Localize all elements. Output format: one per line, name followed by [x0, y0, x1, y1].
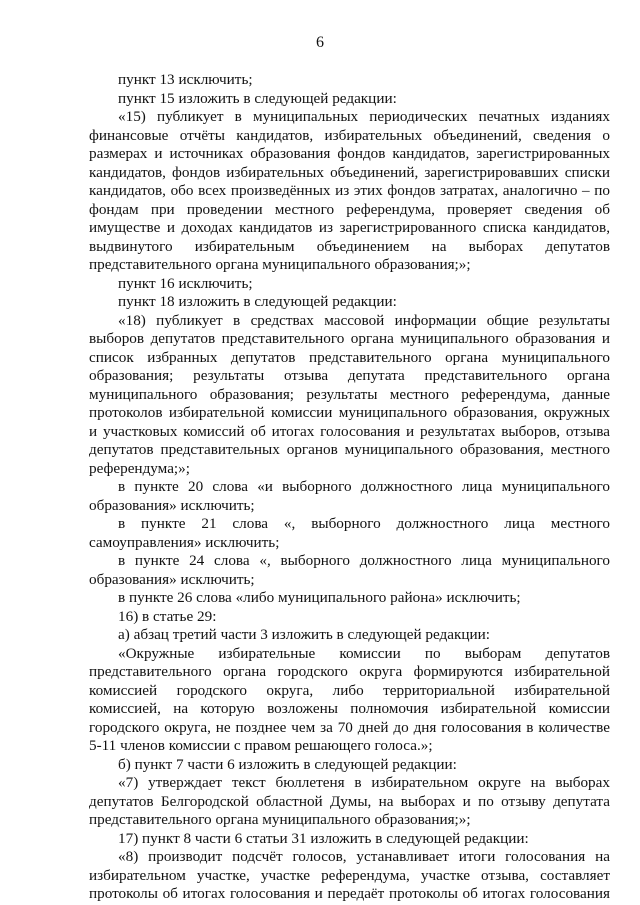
text-line: 17) пункт 8 части 6 статьи 31 изложить в следующей редакции: — [118, 829, 529, 847]
text-line: «Окружные избирательные комиссии по выборам депутатов — [118, 644, 610, 662]
text-line: депутатов Белгородской областной Думы, на выборах и по отзыву депутата — [89, 792, 610, 810]
text-line: образования» исключить; — [89, 496, 255, 514]
text-line: избирательном участке, участке референдума, участке отзыва, составляет — [89, 866, 610, 884]
text-line: выборов депутатов представительного органа муниципального образования и — [89, 330, 610, 347]
text-line: комиссией, на которую возложены полномочия избирательной комиссии — [89, 700, 610, 717]
text-line: депутатов представительных органов муниципального образования, местного — [89, 441, 610, 458]
text-line: «8) производит подсчёт голосов, устанавливает итоги голосования на — [118, 848, 610, 865]
text-line: в пункте 26 слова «либо муниципального района» исключить; — [118, 589, 521, 606]
text-line: кандидатов, фондов избирательных объединений, зарегистрировавших списки — [89, 163, 610, 181]
text-line: и участковых комиссий об итогах голосования и результатах выборов, отзыва — [89, 422, 610, 440]
text-line: в пункте 24 слова «, выборного должностного лица муниципального — [118, 552, 610, 569]
text-line: выдвинутого избирательным объединением на выборах депутатов — [89, 237, 610, 255]
text-line: «18) публикует в средствах массовой информации общие результаты — [118, 311, 610, 329]
document-body — [89, 71, 610, 904]
text-line: пункт 18 изложить в следующей редакции: — [118, 293, 397, 310]
text-line: референдума;»; — [89, 459, 190, 477]
text-line: представительного органа муниципального образования;»; — [89, 256, 471, 273]
text-line: муниципального образования; результаты местного референдума, данные — [89, 385, 610, 403]
text-line: пункт 16 исключить; — [118, 274, 253, 292]
text-line: представительного органа городского округа формируются избирательной — [89, 663, 610, 680]
text-line: а) абзац третий части 3 изложить в следующей редакции: — [118, 626, 490, 643]
text-line: финансовые отчёты кандидатов, избирательных объединений, сведения о — [89, 126, 610, 144]
text-line: образования» исключить; — [89, 570, 255, 588]
text-line: комиссией городского округа, либо территориальной избирательной — [89, 681, 610, 699]
text-line: самоуправления» исключить; — [89, 533, 280, 551]
text-line: пункт 15 изложить в следующей редакции: — [118, 89, 397, 107]
text-line: имуществе и доходах кандидатов из зарегистрированного списка кандидатов, — [89, 219, 610, 236]
text-line: протоколы об итогах голосования и передаёт протоколы об итогах голосования — [89, 885, 610, 902]
text-line: в пункте 20 слова «и выборного должностного лица муниципального — [118, 478, 610, 495]
text-line: 16) в статье 29: — [118, 607, 217, 625]
text-line: б) пункт 7 части 6 изложить в следующей редакции: — [118, 755, 457, 773]
text-line: образования; результаты отзыва депутата представительного органа — [89, 367, 610, 384]
text-line: кандидатов, обо всех произведённых из этих фондов затратах, аналогично – по — [89, 182, 610, 199]
text-line: список избранных депутатов представительного органа муниципального — [89, 348, 610, 366]
text-line: «15) публикует в муниципальных периодических печатных изданиях — [118, 108, 610, 125]
text-line: пункт 13 исключить; — [118, 71, 253, 88]
text-line: фондам при проведении местного референдума, проверяет сведения об — [89, 200, 610, 218]
text-line: в пункте 21 слова «, выборного должностного лица местного — [118, 515, 610, 532]
text-line: 5-11 членов комиссии с правом решающего голоса.»; — [89, 737, 433, 754]
text-line: «7) утверждает текст бюллетеня в избирательном округе на выборах — [118, 774, 610, 791]
text-line: размерах и источниках образования фондов кандидатов, зарегистрированных — [89, 145, 610, 162]
text-line: представительного органа муниципального образования;»; — [89, 811, 471, 828]
page-number: 6 — [316, 34, 324, 51]
text-line: протоколов избирательной комиссии муниципального образования, окружных — [89, 404, 610, 421]
text-line: городского округа, не позднее чем за 70 дней до дня голосования в количестве — [89, 718, 610, 736]
